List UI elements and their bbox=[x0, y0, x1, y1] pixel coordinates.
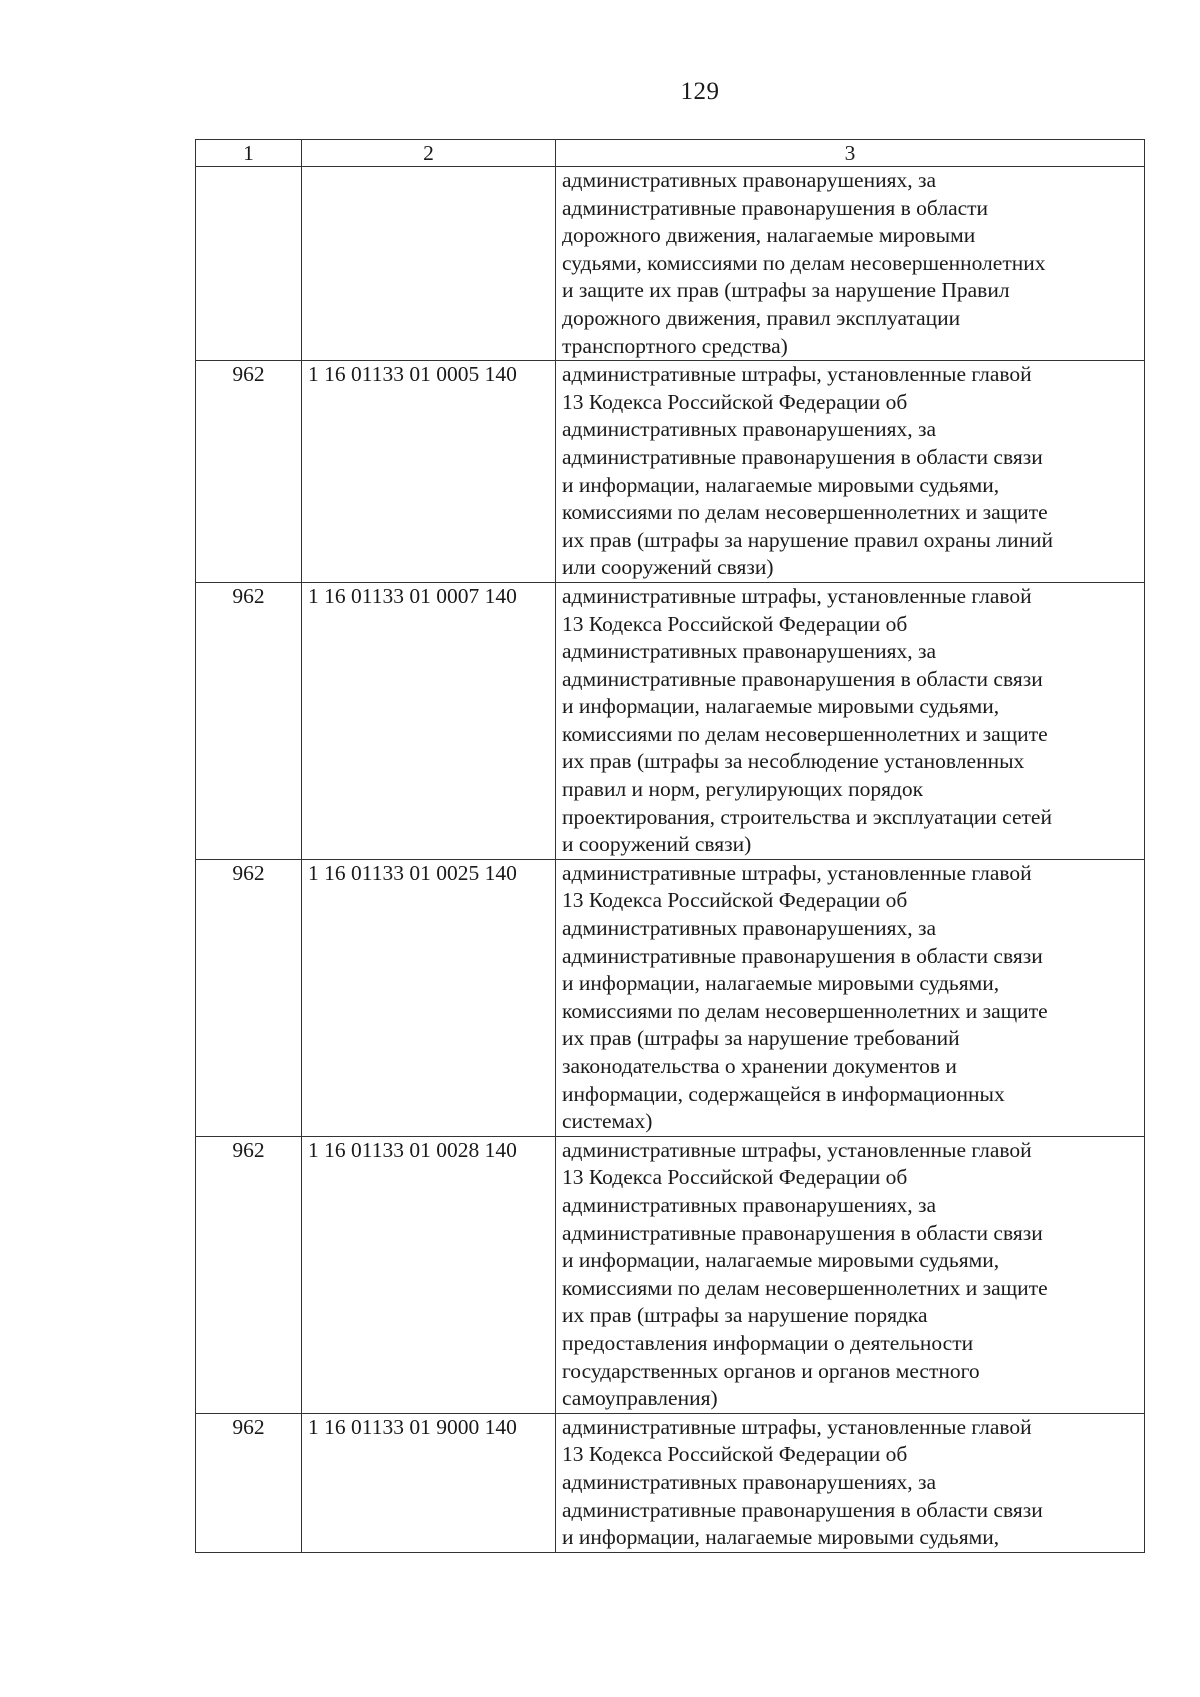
description-line: 13 Кодекса Российской Федерации об bbox=[562, 611, 908, 636]
description-cell bbox=[556, 1413, 1145, 1552]
description-line: административные правонарушения в области связи bbox=[562, 943, 1043, 968]
description-line: административных правонарушениях, за bbox=[562, 916, 937, 941]
admin-code-cell bbox=[196, 167, 302, 361]
description-line: дорожного движения, правил эксплуатации bbox=[562, 305, 961, 330]
description-line: самоуправления) bbox=[562, 1386, 718, 1411]
table-row bbox=[196, 1136, 1145, 1413]
description-line: системах) bbox=[562, 1109, 653, 1134]
budget-code-cell: 1 16 01133 01 0028 140 bbox=[302, 1136, 556, 1413]
description-cell bbox=[556, 1136, 1145, 1413]
description-cell bbox=[556, 582, 1145, 859]
description-line: 13 Кодекса Российской Федерации об bbox=[562, 1165, 908, 1190]
budget-code-cell: 1 16 01133 01 0007 140 bbox=[302, 582, 556, 859]
description-line: их прав (штрафы за нарушение порядка bbox=[562, 1303, 928, 1328]
admin-code-cell: 962 bbox=[196, 361, 302, 583]
admin-code-cell: 962 bbox=[196, 1413, 302, 1552]
description-line: административных правонарушениях, за bbox=[562, 168, 937, 192]
description-line: комиссиями по делам несовершеннолетних и защите bbox=[562, 998, 1048, 1023]
budget-code-cell bbox=[302, 167, 556, 361]
budget-code-cell: 1 16 01133 01 0005 140 bbox=[302, 361, 556, 583]
header-row bbox=[196, 140, 1145, 167]
description-line: дорожного движения, налагаемые мировыми bbox=[562, 223, 976, 248]
page-number: 129 bbox=[680, 78, 720, 105]
description-line: транспортного средства) bbox=[562, 333, 788, 358]
description-line: комиссиями по делам несовершеннолетних и защите bbox=[562, 1275, 1048, 1300]
description-line: правил и норм, регулирующих порядок bbox=[562, 777, 924, 802]
description-line: административных правонарушениях, за bbox=[562, 1469, 937, 1494]
description-line: законодательства о хранении документов и bbox=[562, 1054, 957, 1078]
description-line: 13 Кодекса Российской Федерации об bbox=[562, 888, 908, 913]
description-line: административные правонарушения в области связи bbox=[562, 666, 1043, 691]
admin-code-cell: 962 bbox=[196, 1136, 302, 1413]
table-header bbox=[196, 140, 1145, 167]
description-line: комиссиями по делам несовершеннолетних и защите bbox=[562, 721, 1048, 746]
description-line: предоставления информации о деятельности bbox=[562, 1330, 974, 1355]
description-line: их прав (штрафы за нарушение требований bbox=[562, 1026, 960, 1051]
description-line: или сооружений связи) bbox=[562, 555, 774, 580]
description-line: административных правонарушениях, за bbox=[562, 639, 937, 664]
description-cell bbox=[556, 361, 1145, 583]
description-line: 13 Кодекса Российской Федерации об bbox=[562, 1442, 908, 1467]
description-line: и информации, налагаемые мировыми судьями, bbox=[562, 1525, 1000, 1550]
header-col-2: 2 bbox=[302, 140, 556, 167]
description-line: административные штрафы, установленные главой bbox=[562, 1414, 1032, 1439]
description-line: административные штрафы, установленные главой bbox=[562, 1137, 1032, 1162]
description-line: их прав (штрафы за нарушение правил охраны линий bbox=[562, 527, 1053, 552]
description-line: и информации, налагаемые мировыми судьями, bbox=[562, 1248, 1000, 1273]
description-cell bbox=[556, 859, 1145, 1136]
description-cell bbox=[556, 167, 1145, 361]
table-row bbox=[196, 361, 1145, 583]
budget-code-cell: 1 16 01133 01 9000 140 bbox=[302, 1413, 556, 1552]
description-line: 13 Кодекса Российской Федерации об bbox=[562, 389, 908, 414]
description-line: государственных органов и органов местного bbox=[562, 1358, 980, 1383]
table-row bbox=[196, 1413, 1145, 1552]
header-col-1: 1 bbox=[196, 140, 302, 167]
description-line: административные правонарушения в области связи bbox=[562, 1497, 1043, 1522]
description-line: проектирования, строительства и эксплуатации сетей bbox=[562, 804, 1052, 829]
description-line: судьями, комиссиями по делам несовершеннолетних bbox=[562, 250, 1046, 275]
admin-code-cell: 962 bbox=[196, 582, 302, 859]
description-line: административные штрафы, установленные главой bbox=[562, 583, 1032, 608]
description-line: комиссиями по делам несовершеннолетних и защите bbox=[562, 500, 1048, 525]
description-line: административные штрафы, установленные главой bbox=[562, 860, 1032, 885]
description-line: и информации, налагаемые мировыми судьями, bbox=[562, 971, 1000, 996]
table-row bbox=[196, 859, 1145, 1136]
description-line: административные штрафы, установленные главой bbox=[562, 362, 1032, 387]
fines-table bbox=[195, 139, 1145, 1553]
description-line: административных правонарушениях, за bbox=[562, 417, 937, 442]
description-line: и информации, налагаемые мировыми судьями, bbox=[562, 694, 1000, 719]
table-row bbox=[196, 167, 1145, 361]
table-row bbox=[196, 582, 1145, 859]
table-body bbox=[196, 167, 1145, 1553]
budget-code-cell: 1 16 01133 01 0025 140 bbox=[302, 859, 556, 1136]
admin-code-cell: 962 bbox=[196, 859, 302, 1136]
description-line: информации, содержащейся в информационных bbox=[562, 1081, 1005, 1106]
description-line: и информации, налагаемые мировыми судьями, bbox=[562, 472, 1000, 497]
description-line: и защите их прав (штрафы за нарушение Правил bbox=[562, 278, 1010, 303]
description-line: административные правонарушения в области bbox=[562, 195, 989, 220]
description-line: административные правонарушения в области связи bbox=[562, 1220, 1043, 1245]
header-col-3: 3 bbox=[556, 140, 1145, 167]
description-line: административных правонарушениях, за bbox=[562, 1192, 937, 1217]
description-line: их прав (штрафы за несоблюдение установленных bbox=[562, 749, 1025, 774]
description-line: и сооружений связи) bbox=[562, 832, 752, 857]
description-line: административные правонарушения в области связи bbox=[562, 444, 1043, 469]
